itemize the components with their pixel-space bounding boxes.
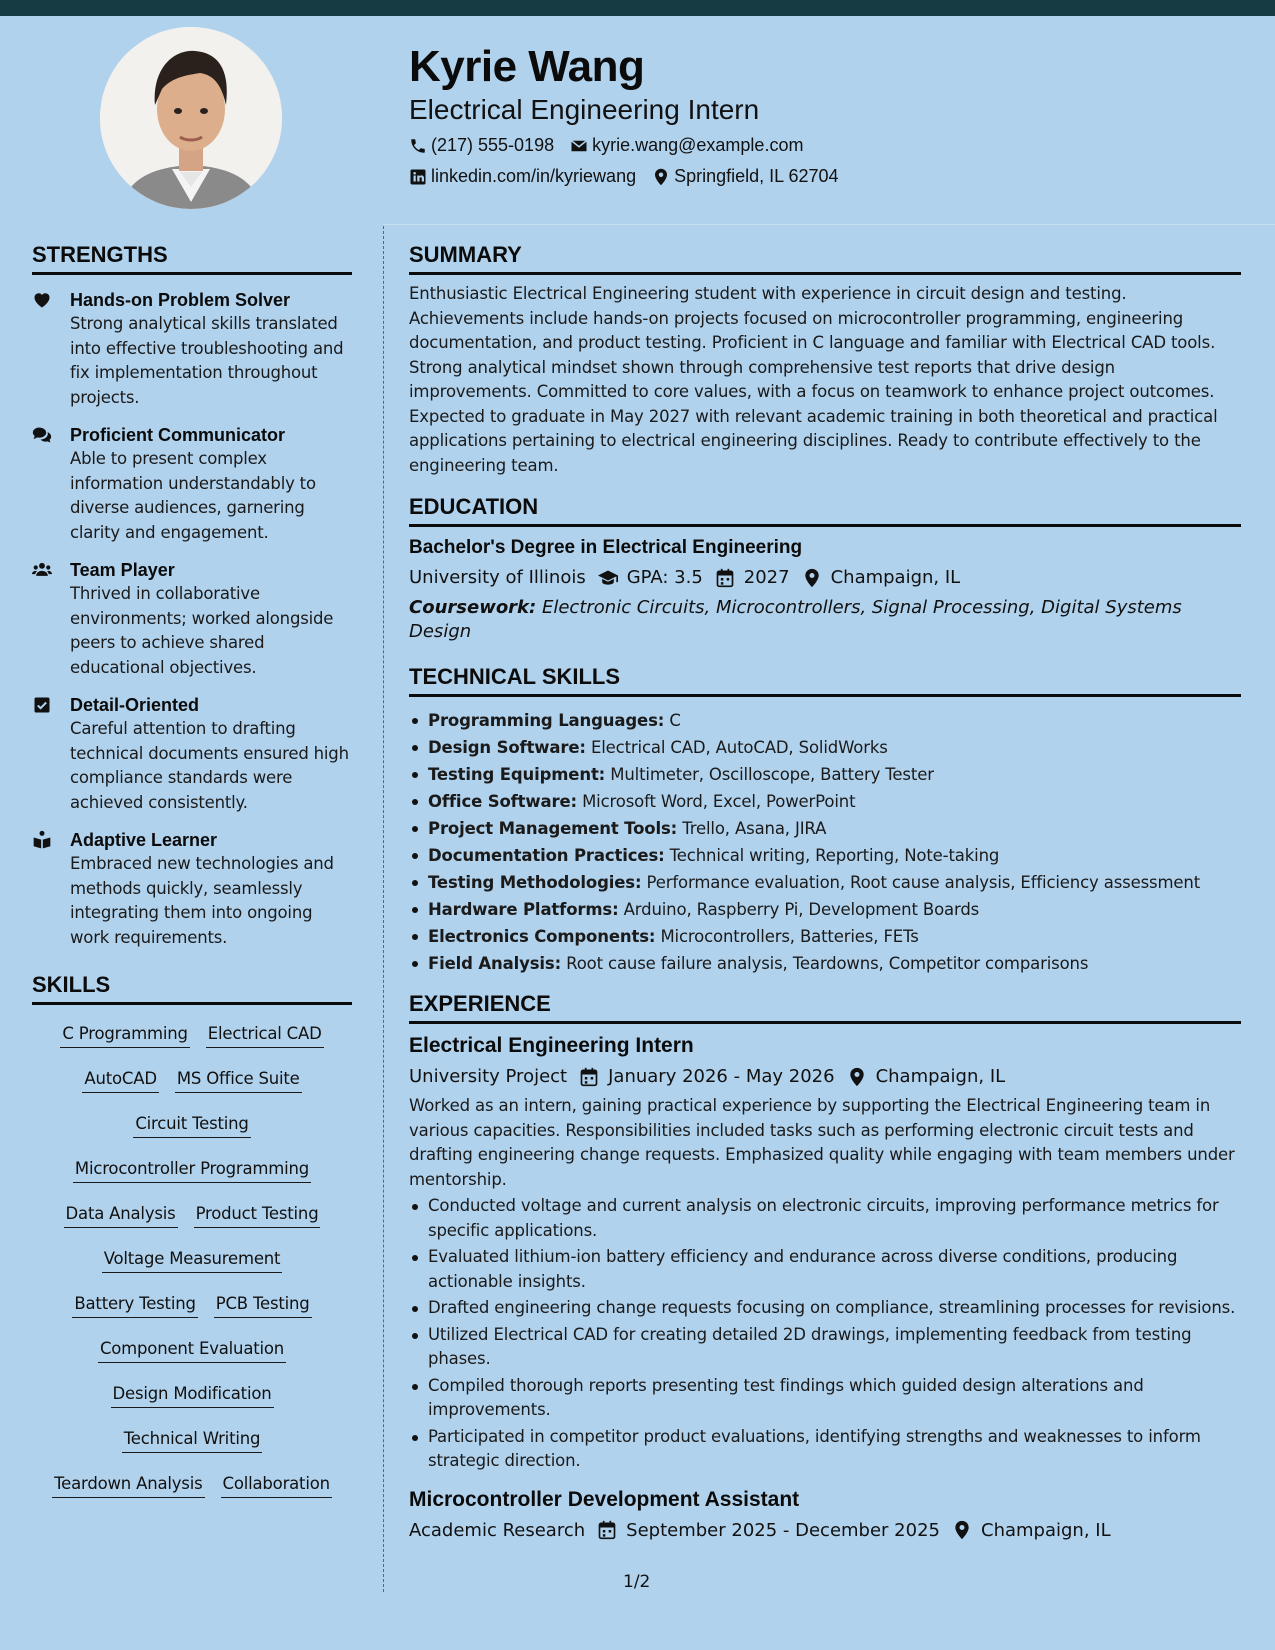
- heart-icon: [32, 290, 52, 310]
- right-column: [409, 242, 1241, 1541]
- job-title: Electrical Engineering Intern: [409, 94, 760, 125]
- list-item: Hardware Platforms: Arduino, Raspberry Pi, Development Boards: [409, 896, 1241, 923]
- strength-item: [32, 423, 352, 545]
- skill-tag: Technical Writing: [122, 1428, 263, 1453]
- skill-tag: Teardown Analysis: [52, 1473, 204, 1498]
- skill-tag: Design Modification: [111, 1383, 274, 1408]
- list-item: Design Software: Electrical CAD, AutoCAD, SolidWorks: [409, 734, 1241, 761]
- map-marker-icon: [847, 1067, 867, 1087]
- strength-title: Hands-on Problem Solver: [70, 290, 291, 310]
- job-dates: January 2026 - May 2026: [579, 1066, 834, 1087]
- linkedin-item[interactable]: [409, 166, 636, 187]
- strength-title: Adaptive Learner: [70, 830, 218, 850]
- graduation-cap-icon: [598, 568, 618, 588]
- users-icon: [32, 560, 52, 580]
- linkedin-icon: [409, 168, 427, 186]
- list-item: Testing Equipment: Multimeter, Oscilloscope, Battery Tester: [409, 761, 1241, 788]
- skill-tag: Battery Testing: [72, 1293, 197, 1318]
- graduation-year: 2027: [715, 567, 790, 588]
- skill-tag: Product Testing: [194, 1203, 321, 1228]
- profile-photo: [100, 27, 282, 209]
- job-description: Worked as an intern, gaining practical experience by supporting the Electrical Engineering team in various capacities. Responsibilities included tasks such as performing electronic circuit tests and drafting engineering change requests. Emphasized quality while engaging with team members under mentorship.: [409, 1096, 1235, 1189]
- strength-title: Detail-Oriented: [70, 695, 200, 715]
- list-item: Electronics Components: Microcontrollers, Batteries, FETs: [409, 923, 1241, 950]
- strength-description: Embraced new technologies and methods quickly, seamlessly integrating them into ongoing work requirements.: [70, 854, 334, 947]
- job-bullets: [409, 1194, 1241, 1474]
- list-item: Testing Methodologies: Performance evaluation, Root cause analysis, Efficiency assessment: [409, 869, 1241, 896]
- calendar-icon: [579, 1067, 599, 1087]
- experience-heading: EXPERIENCE: [409, 991, 1241, 1024]
- summary-heading: SUMMARY: [409, 242, 1241, 275]
- strength-item: [32, 693, 352, 815]
- column-divider: [383, 226, 384, 1592]
- strengths-heading: STRENGTHS: [32, 242, 352, 275]
- technical-skills-heading: TECHNICAL SKILLS: [409, 664, 1241, 697]
- strength-description: Thrived in collaborative environments; worked alongside peers to achieve shared educational objectives.: [70, 584, 334, 677]
- map-marker-icon: [952, 1520, 972, 1540]
- location-item: [652, 166, 838, 187]
- job-meta: [409, 1520, 1241, 1541]
- phone-item: [409, 135, 554, 156]
- email-item[interactable]: [570, 135, 803, 156]
- list-item: Programming Languages: C: [409, 707, 1241, 734]
- skill-tag: Voltage Measurement: [102, 1248, 283, 1273]
- strength-description: Careful attention to drafting technical documents ensured high compliance standards were achieved consistently.: [70, 719, 349, 812]
- candidate-name: Kyrie Wang: [409, 42, 645, 91]
- header-divider: [383, 224, 1275, 225]
- phone-text: (217) 555-0198: [431, 135, 555, 155]
- school-name: University of Illinois: [409, 567, 586, 588]
- calendar-icon: [597, 1520, 617, 1540]
- skill-tag: Electrical CAD: [206, 1023, 324, 1048]
- list-item: Documentation Practices: Technical writing, Reporting, Note-taking: [409, 842, 1241, 869]
- linkedin-text[interactable]: linkedin.com/in/kyriewang: [431, 166, 637, 186]
- job-title: Electrical Engineering Intern: [409, 1034, 694, 1057]
- list-item: Utilized Electrical CAD for creating detailed 2D drawings, implementing feedback from testing phases.: [409, 1323, 1241, 1372]
- job-title: Microcontroller Development Assistant: [409, 1487, 800, 1511]
- strength-description: Able to present complex information understandably to diverse audiences, garnering clarity and engagement.: [70, 449, 316, 542]
- skill-tag: Data Analysis: [64, 1203, 178, 1228]
- list-item: Drafted engineering change requests focusing on compliance, streamlining processes for revisions.: [409, 1296, 1241, 1321]
- top-bar: [0, 0, 1275, 16]
- job-org: University Project: [409, 1066, 568, 1087]
- coursework-text: Electronic Circuits, Microcontrollers, Signal Processing, Digital Systems Design: [409, 597, 1182, 642]
- strength-title: Proficient Communicator: [70, 425, 286, 445]
- list-item: Field Analysis: Root cause failure analysis, Teardowns, Competitor comparisons: [409, 950, 1241, 977]
- skill-tag: Circuit Testing: [133, 1113, 250, 1138]
- job-org: Academic Research: [409, 1519, 586, 1541]
- left-column: [32, 242, 352, 1508]
- skill-tag: AutoCAD: [82, 1068, 158, 1093]
- book-reader-icon: [32, 830, 52, 850]
- job-location: Champaign, IL: [847, 1066, 1006, 1087]
- skills-list: [32, 1013, 352, 1508]
- comments-icon: [32, 425, 52, 445]
- calendar-icon: [715, 568, 735, 588]
- map-marker-icon: [802, 568, 822, 588]
- gpa-item: GPA: 3.5: [598, 567, 703, 588]
- skill-tag: Component Evaluation: [98, 1338, 286, 1363]
- location-text: Springfield, IL 62704: [674, 166, 839, 186]
- list-item: Conducted voltage and current analysis on electronic circuits, improving performance metrics for specific applications.: [409, 1194, 1241, 1243]
- coursework-label: Coursework:: [409, 597, 537, 618]
- checkbox-icon: [32, 695, 52, 715]
- map-marker-icon: [652, 168, 670, 186]
- list-item: Project Management Tools: Trello, Asana, JIRA: [409, 815, 1241, 842]
- page-number: 1/2: [623, 1572, 651, 1592]
- job-dates: September 2025 - December 2025: [597, 1520, 940, 1541]
- skill-tag: MS Office Suite: [175, 1068, 302, 1093]
- technical-skills-list: [409, 707, 1241, 977]
- list-item: Evaluated lithium-ion battery efficiency and endurance across diverse conditions, producing actionable insights.: [409, 1245, 1241, 1294]
- strength-item: [32, 558, 352, 680]
- degree-title: Bachelor's Degree in Electrical Engineering: [409, 537, 803, 558]
- list-item: Participated in competitor product evaluations, identifying strengths and weaknesses to inform strategic direction.: [409, 1425, 1241, 1474]
- skill-tag: Microcontroller Programming: [73, 1158, 311, 1183]
- strength-description: Strong analytical skills translated into effective troubleshooting and fix implementation throughout projects.: [70, 314, 344, 407]
- email-text[interactable]: kyrie.wang@example.com: [592, 135, 804, 155]
- list-item: Office Software: Microsoft Word, Excel, PowerPoint: [409, 788, 1241, 815]
- skills-heading: SKILLS: [32, 972, 352, 1005]
- phone-icon: [409, 137, 427, 155]
- job-meta: [409, 1066, 1241, 1087]
- skill-tag: PCB Testing: [214, 1293, 312, 1318]
- contact-row-1: [409, 135, 819, 156]
- skill-tag: C Programming: [60, 1023, 189, 1048]
- education-location: Champaign, IL: [802, 567, 961, 588]
- envelope-icon: [570, 137, 588, 155]
- education-meta: [409, 567, 1241, 588]
- strength-item: [32, 828, 352, 950]
- skill-tag: Collaboration: [221, 1473, 332, 1498]
- list-item: Compiled thorough reports presenting test findings which guided design alterations and improvements.: [409, 1374, 1241, 1423]
- strength-item: [32, 288, 352, 410]
- education-heading: EDUCATION: [409, 494, 1241, 527]
- job-location: Champaign, IL: [952, 1520, 1111, 1541]
- coursework: [409, 596, 1241, 644]
- summary-text: Enthusiastic Electrical Engineering student with experience in circuit design and testing. Achievements include hands-on projects focused on microcontroller programming, engineering documentation, and product testing. Proficient in C language and familiar with Electrical CAD tools. Strong analytical mindset shown through comprehensive test reports that drive design improvements. Committed to core values, with a focus on teamwork to enhance project outcomes. Expected to graduate in May 2027 with relevant academic training in both theoretical and practical applications pertaining to electrical engineering disciplines. Ready to contribute effectively to the engineering team.: [409, 284, 1218, 475]
- contact-row-2: [409, 166, 855, 187]
- strength-title: Team Player: [70, 560, 175, 580]
